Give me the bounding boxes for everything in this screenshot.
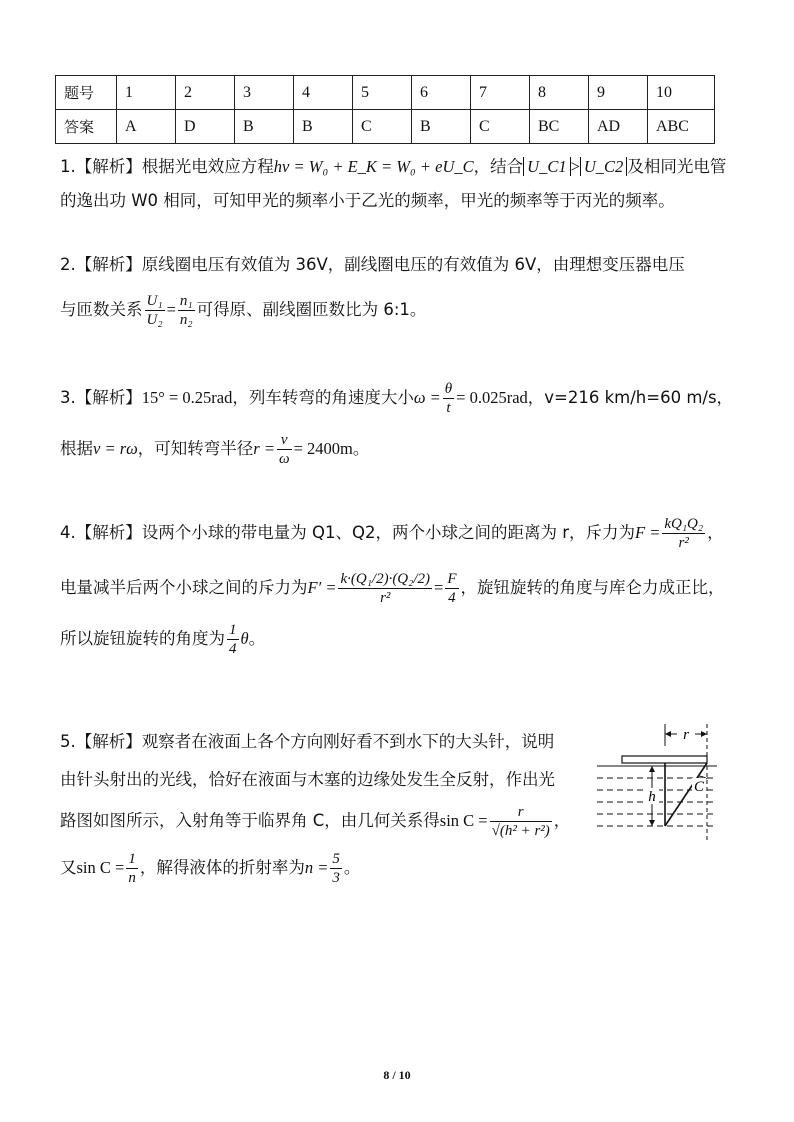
table-cell: ABC <box>648 110 715 144</box>
table-row-header <box>56 76 715 110</box>
table-cell: BC <box>530 110 589 144</box>
label-r: r <box>683 727 689 743</box>
arrow-head <box>701 731 707 737</box>
arrow-head <box>649 820 655 826</box>
table-cell: 1 <box>117 76 176 110</box>
fraction: $\frac{r}{\text{√(h² + r²)}}$ <box>491 804 550 839</box>
table-cell: 8 <box>530 76 589 110</box>
table-cell: 10 <box>648 76 715 110</box>
solution-3-line-2: 根据v = rω，可知转弯半径r = $\frac{v}{\omega}$ = 2400m。 <box>60 432 370 467</box>
solution-2-line-1: 2.【解析】原线圈电压有效值为 36V，副线圈电压的有效值为 6V，由理想变压器电压 <box>60 255 685 274</box>
solution-5-line-2: 由针头射出的光线，恰好在液面与木塞的边缘处发生全反射，作出光 <box>60 770 555 789</box>
fraction: $\frac{1}{4}$ <box>229 622 237 657</box>
table-cell: 5 <box>353 76 412 110</box>
table-cell: 6 <box>412 76 471 110</box>
table-cell: 答案 <box>56 110 117 144</box>
fraction: $\frac{\theta}{t}$ <box>444 381 453 416</box>
solution-5-line-3: 路图如图所示，入射角等于临界角 C，由几何关系得sin C = $\frac{r}{\text{√(h² + r²)}}$ ， <box>60 804 571 839</box>
answer-table <box>55 75 715 144</box>
optics-figure <box>592 722 722 842</box>
solution-1 <box>60 150 740 218</box>
solution-4-line-1: 4.【解析】设两个小球的带电量为 Q1、Q2，两个小球之间的距离为 r，斥力为F = $\frac{\text{kQ₁Q₂}}{\text{r²}}$ ， <box>60 516 724 551</box>
solution-3 <box>60 380 740 468</box>
solution-2-line-2: 与匝数关系 $\frac{\text{U₁}}{\text{U₂}}$ = $\frac{\text{n₁}}{\text{n₂}}$ 可得原、副线圈匝数比为 6:1。 <box>60 293 427 328</box>
fraction: $\frac{5}{3}$ <box>332 851 340 886</box>
solution-1-line-2: 的逸出功 W0 相同，可知甲光的频率小于乙光的频率，甲光的频率等于丙光的频率。 <box>60 191 675 210</box>
cork <box>622 756 707 763</box>
arrow-head <box>649 766 655 772</box>
table-cell: 3 <box>235 76 294 110</box>
table-cell: A <box>117 110 176 144</box>
table-cell: 7 <box>471 76 530 110</box>
solution-1-line-1: 1.【解析】根据光电效应方程hν = W₀ + E_K = W₀ + eU_C，结合 U_C1 > U_C2 及相同光电管 <box>60 157 727 176</box>
solution-5 <box>60 725 590 887</box>
fraction: $\frac{\text{k·(Q₁/2)·(Q₂/2)}}{\text{r²}}$ <box>340 571 431 606</box>
arrow-head <box>665 731 671 737</box>
table-cell: B <box>235 110 294 144</box>
fraction: $\frac{\text{n₁}}{\text{n₂}}$ <box>179 293 193 328</box>
table-cell: 题号 <box>56 76 117 110</box>
solution-4-line-2: 电量减半后两个小球之间的斥力为F′ = $\frac{\text{k·(Q₁/2)·(Q₂/2)}}{\text{r²}}$ = $\frac{F}{4}$ ，旋钮旋转的角度与库仑力成正比， <box>60 571 725 606</box>
label-C: C <box>693 779 705 795</box>
solution-3-line-1: 3.【解析】15° = 0.25rad，列车转弯的角速度大小ω = $\frac{\theta}{t}$ = 0.025rad，v=216 km/h=60 m/s， <box>60 381 734 416</box>
table-cell: B <box>412 110 471 144</box>
solution-5-line-1: 5.【解析】观察者在液面上各个方向刚好看不到水下的大头针，说明 <box>60 732 555 751</box>
solution-4 <box>60 515 740 658</box>
fraction: $\frac{\text{kQ₁Q₂}}{\text{r²}}$ <box>664 516 704 551</box>
table-row-answers <box>56 110 715 144</box>
table-cell: B <box>294 110 353 144</box>
table-cell: C <box>471 110 530 144</box>
table-cell: AD <box>589 110 648 144</box>
table-cell: 2 <box>176 76 235 110</box>
fraction: $\frac{1}{n}$ <box>128 851 136 886</box>
page-number: 8 / 10 <box>383 1068 411 1082</box>
fraction: $\frac{\text{U₁}}{\text{U₂}}$ <box>146 293 163 328</box>
table-cell: 4 <box>294 76 353 110</box>
table-cell: D <box>176 110 235 144</box>
solution-4-line-3: 所以旋钮旋转的角度为 $\frac{1}{4}$ θ。 <box>60 622 266 657</box>
fraction: $\frac{F}{4}$ <box>447 571 457 606</box>
fraction: $\frac{v}{\omega}$ <box>278 432 290 467</box>
table-cell: 9 <box>589 76 648 110</box>
solution-2 <box>60 248 740 329</box>
label-h: h <box>648 789 656 805</box>
solution-5-line-4: 又sin C = $\frac{1}{n}$ ，解得液体的折射率为n = $\frac{5}{3}$ 。 <box>60 851 361 886</box>
table-cell: C <box>353 110 412 144</box>
